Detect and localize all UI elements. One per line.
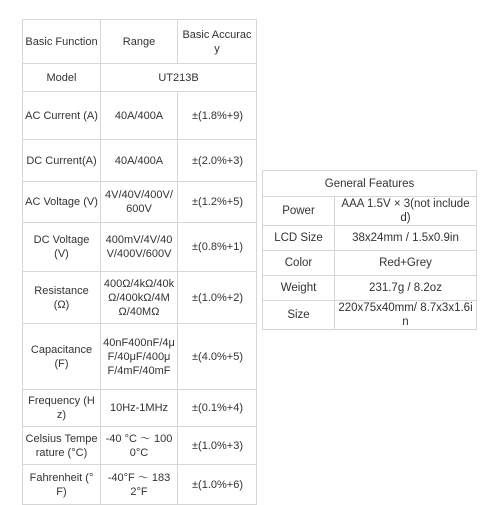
function-cell: Celsius Temperature (°C) [23, 427, 101, 465]
table-row [23, 324, 257, 390]
feature-label: Power [263, 197, 335, 226]
table-row [263, 276, 477, 301]
range-cell: -40°F ～ 1832°F [101, 465, 178, 505]
range-cell: 400Ω/4kΩ/40kΩ/400kΩ/4MΩ/40MΩ [101, 272, 178, 324]
table-row [263, 251, 477, 276]
range-cell: 400mV/4V/40V/400V/600V [101, 223, 178, 272]
feature-value: 231.7g / 8.2oz [335, 276, 477, 301]
accuracy-cell: ±(1.8%+9) [178, 92, 257, 140]
feature-value: AAA 1.5V × 3(not included) [335, 197, 477, 226]
accuracy-cell: ±(2.0%+3) [178, 140, 257, 182]
header-range: Range [101, 20, 178, 64]
model-row [23, 64, 257, 92]
range-cell: 4V/40V/400V/600V [101, 182, 178, 223]
accuracy-cell: ±(1.0%+6) [178, 465, 257, 505]
table-row [23, 140, 257, 182]
features-title: General Features [263, 171, 477, 197]
accuracy-cell: ±(1.2%+5) [178, 182, 257, 223]
function-cell: Resistance (Ω) [23, 272, 101, 324]
range-cell: 40A/400A [101, 140, 178, 182]
header-basic-accuracy: Basic Accuracy [178, 20, 257, 64]
accuracy-cell: ±(1.0%+3) [178, 427, 257, 465]
table-row [23, 427, 257, 465]
function-cell: DC Current(A) [23, 140, 101, 182]
range-cell: 40A/400A [101, 92, 178, 140]
general-features-table [262, 170, 477, 330]
range-cell: -40 °C ～ 1000°C [101, 427, 178, 465]
function-cell: Fahrenheit (°F) [23, 465, 101, 505]
accuracy-cell: ±(0.8%+1) [178, 223, 257, 272]
table-row [23, 390, 257, 427]
feature-label: LCD Size [263, 226, 335, 251]
feature-value: 220x75x40mm/ 8.7x3x1.6in [335, 301, 477, 330]
accuracy-cell: ±(1.0%+2) [178, 272, 257, 324]
function-cell: AC Voltage (V) [23, 182, 101, 223]
model-value: UT213B [101, 64, 257, 92]
feature-value: 38x24mm / 1.5x0.9in [335, 226, 477, 251]
table-row [23, 92, 257, 140]
features-title-row [263, 171, 477, 197]
table-row [23, 182, 257, 223]
table-row [23, 465, 257, 505]
function-cell: DC Voltage (V) [23, 223, 101, 272]
table-row [263, 226, 477, 251]
range-cell: 10Hz-1MHz [101, 390, 178, 427]
feature-label: Color [263, 251, 335, 276]
spec-table [22, 19, 257, 505]
table-row [23, 272, 257, 324]
header-basic-function: Basic Function [23, 20, 101, 64]
header-row [23, 20, 257, 64]
table-row [263, 197, 477, 226]
feature-label: Weight [263, 276, 335, 301]
feature-label: Size [263, 301, 335, 330]
function-cell: Capacitance (F) [23, 324, 101, 390]
table-row [263, 301, 477, 330]
table-row [23, 223, 257, 272]
model-label: Model [23, 64, 101, 92]
range-cell: 40nF400nF/4μF/40μF/400μF/4mF/40mF [101, 324, 178, 390]
function-cell: AC Current (A) [23, 92, 101, 140]
function-cell: Frequency (Hz) [23, 390, 101, 427]
accuracy-cell: ±(0.1%+4) [178, 390, 257, 427]
accuracy-cell: ±(4.0%+5) [178, 324, 257, 390]
feature-value: Red+Grey [335, 251, 477, 276]
